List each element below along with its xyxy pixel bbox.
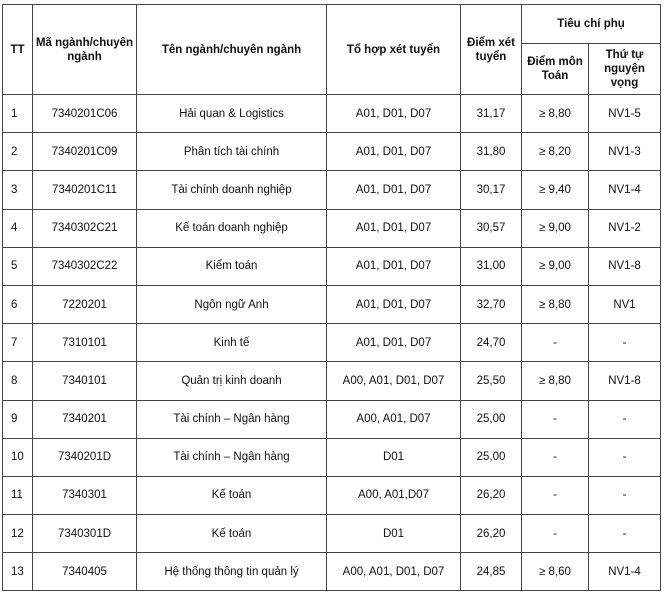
math-cell: - xyxy=(522,515,589,553)
name-cell: Tài chính – Ngân hàng xyxy=(137,438,327,476)
combo-cell: A00, A01,D07 xyxy=(327,476,461,514)
name-cell: Kế toán xyxy=(137,476,327,514)
code-cell: 7220201 xyxy=(33,285,137,323)
order-cell: NV1-4 xyxy=(589,553,661,591)
combo-cell: A01, D01, D07 xyxy=(327,209,461,247)
order-cell: NV1-2 xyxy=(589,209,661,247)
order-cell: NV1-3 xyxy=(589,133,661,171)
name-cell: Kiểm toán xyxy=(137,247,327,285)
score-cell: 26,20 xyxy=(461,515,522,553)
code-cell: 7340302C22 xyxy=(33,247,137,285)
code-cell: 7340201C06 xyxy=(33,95,137,133)
header-score: Điểm xét tuyển xyxy=(461,5,522,95)
combo-cell: A00, A01, D07 xyxy=(327,400,461,438)
table-row xyxy=(3,324,661,362)
order-cell: NV1 xyxy=(589,285,661,323)
combo-cell: A01, D01, D07 xyxy=(327,285,461,323)
table-row xyxy=(3,400,661,438)
combo-cell: A01, D01, D07 xyxy=(327,133,461,171)
math-cell: ≥ 8,80 xyxy=(522,285,589,323)
tt-cell: 1 xyxy=(3,95,33,133)
combo-cell: A01, D01, D07 xyxy=(327,324,461,362)
name-cell: Kế toán doanh nghiệp xyxy=(137,209,327,247)
tt-cell: 4 xyxy=(3,209,33,247)
table-row xyxy=(3,553,661,591)
math-cell: ≥ 8,60 xyxy=(522,553,589,591)
code-cell: 7340301 xyxy=(33,476,137,514)
header-math: Điểm môn Toán xyxy=(522,44,589,95)
score-cell: 26,20 xyxy=(461,476,522,514)
order-cell: - xyxy=(589,400,661,438)
table-row xyxy=(3,476,661,514)
admission-score-table xyxy=(2,4,661,591)
combo-cell: A00, A01, D01, D07 xyxy=(327,362,461,400)
header-sub-criteria: Tiêu chí phụ xyxy=(522,5,661,44)
name-cell: Hệ thống thông tin quản lý xyxy=(137,553,327,591)
name-cell: Ngôn ngữ Anh xyxy=(137,285,327,323)
code-cell: 7340201D xyxy=(33,438,137,476)
code-cell: 7340301D xyxy=(33,515,137,553)
score-cell: 30,17 xyxy=(461,171,522,209)
order-cell: NV1-4 xyxy=(589,171,661,209)
combo-cell: A01, D01, D07 xyxy=(327,95,461,133)
score-cell: 31,00 xyxy=(461,247,522,285)
header-name: Tên ngành/chuyên ngành xyxy=(137,5,327,95)
combo-cell: D01 xyxy=(327,515,461,553)
order-cell: NV1-8 xyxy=(589,247,661,285)
tt-cell: 10 xyxy=(3,438,33,476)
tt-cell: 3 xyxy=(3,171,33,209)
combo-cell: A00, A01, D01, D07 xyxy=(327,553,461,591)
math-cell: ≥ 8,80 xyxy=(522,362,589,400)
table-row xyxy=(3,247,661,285)
tt-cell: 13 xyxy=(3,553,33,591)
code-cell: 7340101 xyxy=(33,362,137,400)
score-cell: 30,57 xyxy=(461,209,522,247)
order-cell: NV1-5 xyxy=(589,95,661,133)
score-cell: 32,70 xyxy=(461,285,522,323)
math-cell: ≥ 9,40 xyxy=(522,171,589,209)
score-cell: 31,17 xyxy=(461,95,522,133)
table-row xyxy=(3,515,661,553)
order-cell: - xyxy=(589,515,661,553)
math-cell: - xyxy=(522,400,589,438)
math-cell: ≥ 8,20 xyxy=(522,133,589,171)
header-code: Mã ngành/chuyên ngành xyxy=(33,5,137,95)
order-cell: - xyxy=(589,438,661,476)
score-cell: 25,50 xyxy=(461,362,522,400)
tt-cell: 8 xyxy=(3,362,33,400)
math-cell: - xyxy=(522,324,589,362)
header-tt: TT xyxy=(3,5,33,95)
score-cell: 31,80 xyxy=(461,133,522,171)
name-cell: Tài chính doanh nghiệp xyxy=(137,171,327,209)
tt-cell: 9 xyxy=(3,400,33,438)
header-order: Thứ tự nguyện vọng xyxy=(589,44,661,95)
code-cell: 7340201 xyxy=(33,400,137,438)
tt-cell: 2 xyxy=(3,133,33,171)
header-combo: Tổ hợp xét tuyển xyxy=(327,5,461,95)
code-cell: 7340201C11 xyxy=(33,171,137,209)
code-cell: 7340302C21 xyxy=(33,209,137,247)
code-cell: 7340405 xyxy=(33,553,137,591)
tt-cell: 6 xyxy=(3,285,33,323)
math-cell: ≥ 9,00 xyxy=(522,209,589,247)
math-cell: - xyxy=(522,438,589,476)
code-cell: 7310101 xyxy=(33,324,137,362)
tt-cell: 5 xyxy=(3,247,33,285)
combo-cell: A01, D01, D07 xyxy=(327,247,461,285)
table-row xyxy=(3,285,661,323)
combo-cell: A01, D01, D07 xyxy=(327,171,461,209)
score-cell: 25,00 xyxy=(461,400,522,438)
name-cell: Phân tích tài chính xyxy=(137,133,327,171)
tt-cell: 7 xyxy=(3,324,33,362)
math-cell: - xyxy=(522,476,589,514)
name-cell: Tài chính – Ngân hàng xyxy=(137,400,327,438)
score-cell: 24,85 xyxy=(461,553,522,591)
math-cell: ≥ 9,00 xyxy=(522,247,589,285)
table-row xyxy=(3,133,661,171)
table-row xyxy=(3,95,661,133)
combo-cell: D01 xyxy=(327,438,461,476)
score-cell: 24,70 xyxy=(461,324,522,362)
table-row xyxy=(3,171,661,209)
table-row xyxy=(3,209,661,247)
table-row xyxy=(3,438,661,476)
order-cell: - xyxy=(589,324,661,362)
math-cell: ≥ 8,80 xyxy=(522,95,589,133)
name-cell: Quản trị kinh doanh xyxy=(137,362,327,400)
name-cell: Kinh tế xyxy=(137,324,327,362)
tt-cell: 11 xyxy=(3,476,33,514)
order-cell: - xyxy=(589,476,661,514)
name-cell: Hải quan & Logistics xyxy=(137,95,327,133)
table-row xyxy=(3,362,661,400)
code-cell: 7340201C09 xyxy=(33,133,137,171)
order-cell: NV1-8 xyxy=(589,362,661,400)
name-cell: Kế toán xyxy=(137,515,327,553)
tt-cell: 12 xyxy=(3,515,33,553)
score-cell: 25,00 xyxy=(461,438,522,476)
